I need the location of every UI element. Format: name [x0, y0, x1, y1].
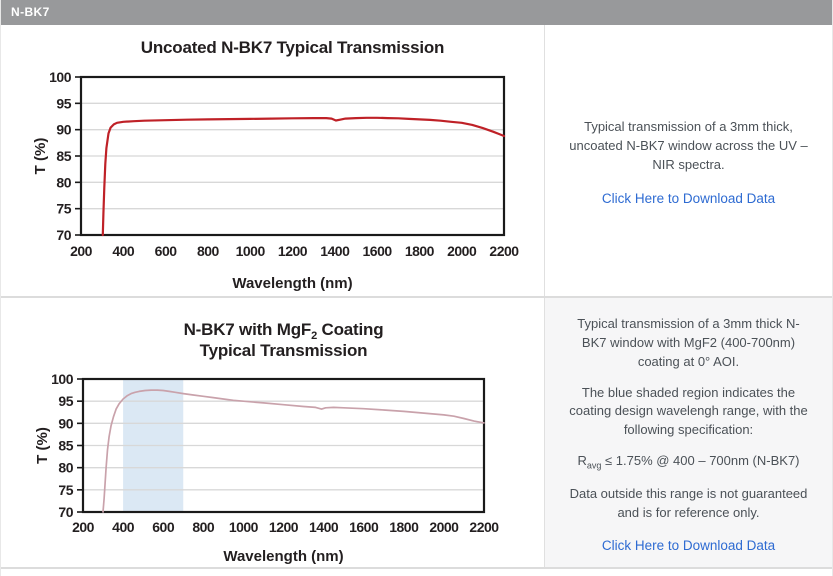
- uncoated-info-panel: [544, 25, 832, 296]
- section-title: N-BK7: [11, 5, 50, 19]
- spec-rest: ≤ 1.75% @ 400 – 700nm (N-BK7): [601, 453, 800, 469]
- svg-text:800: 800: [196, 243, 219, 259]
- coating-spec: [578, 452, 800, 473]
- svg-text:100: 100: [51, 371, 73, 387]
- spec-subscript: avg: [586, 460, 602, 471]
- spec-prefix: R: [577, 453, 587, 469]
- coated-download-link[interactable]: Click Here to Download Data: [601, 538, 776, 554]
- svg-text:Wavelength (nm): Wavelength (nm): [232, 275, 353, 292]
- coated-shaded-note: The blue shaded region indicates the coating design wavelengh range, with the following specification:: [569, 384, 808, 438]
- svg-text:2000: 2000: [429, 519, 459, 535]
- coated-section: [1, 298, 832, 569]
- uncoated-chart-panel: [1, 25, 544, 296]
- svg-text:T (%): T (%): [34, 427, 51, 464]
- svg-text:90: 90: [58, 415, 73, 432]
- svg-text:2000: 2000: [447, 243, 477, 259]
- svg-text:400: 400: [112, 519, 135, 535]
- coated-disclaimer: Data outside this range is not guaranteed and is for reference only.: [569, 485, 808, 520]
- svg-text:2200: 2200: [469, 519, 499, 535]
- svg-text:75: 75: [58, 481, 73, 498]
- svg-text:400: 400: [112, 243, 135, 259]
- coated-chart-panel: [1, 298, 544, 567]
- svg-text:95: 95: [56, 95, 71, 112]
- uncoated-description: Typical transmission of a 3mm thick, uncoated N-BK7 window across the UV – NIR spectra.: [569, 119, 808, 173]
- svg-text:200: 200: [72, 519, 94, 535]
- svg-text:70: 70: [56, 227, 71, 243]
- coated-description: Typical transmission of a 3mm thick N-BK7 window with MgF2 (400-700nm) coating at 0° AOI.: [577, 316, 800, 369]
- svg-text:1000: 1000: [228, 519, 258, 535]
- svg-text:800: 800: [192, 519, 215, 535]
- svg-text:75: 75: [56, 200, 71, 217]
- svg-text:1200: 1200: [277, 243, 308, 259]
- uncoated-download-link[interactable]: Click Here to Download Data: [601, 190, 776, 206]
- svg-text:1400: 1400: [309, 519, 339, 535]
- svg-text:70: 70: [58, 504, 73, 520]
- svg-text:85: 85: [56, 148, 71, 164]
- svg-text:1800: 1800: [404, 243, 434, 259]
- svg-text:80: 80: [56, 174, 71, 191]
- svg-text:Uncoated N-BK7 Typical Transmi: Uncoated N-BK7 Typical Transmission: [140, 38, 445, 57]
- uncoated-transmission-chart: [1, 25, 544, 298]
- svg-text:85: 85: [58, 437, 73, 454]
- svg-text:600: 600: [152, 519, 175, 535]
- svg-text:80: 80: [58, 459, 73, 476]
- svg-text:100: 100: [49, 69, 71, 85]
- svg-text:90: 90: [56, 121, 71, 138]
- svg-text:600: 600: [154, 243, 177, 259]
- uncoated-section: [1, 25, 832, 298]
- svg-text:1600: 1600: [362, 243, 392, 259]
- svg-text:N-BK7 with MgF2 Coating: N-BK7 with MgF$_2$ Coating: [183, 320, 384, 342]
- svg-text:95: 95: [58, 393, 73, 410]
- svg-text:200: 200: [70, 243, 92, 259]
- coated-transmission-chart: [1, 298, 544, 569]
- svg-text:1400: 1400: [320, 243, 350, 259]
- svg-text:Typical Transmission: Typical Transmission: [199, 341, 368, 360]
- svg-text:T (%): T (%): [32, 137, 49, 175]
- svg-text:1200: 1200: [268, 519, 299, 535]
- svg-text:Wavelength (nm): Wavelength (nm): [223, 548, 344, 565]
- section-header: [1, 0, 832, 25]
- svg-text:2200: 2200: [489, 243, 519, 259]
- coated-info-panel: [544, 298, 832, 567]
- svg-text:1000: 1000: [235, 243, 265, 259]
- svg-text:1800: 1800: [389, 519, 419, 535]
- svg-text:1600: 1600: [349, 519, 379, 535]
